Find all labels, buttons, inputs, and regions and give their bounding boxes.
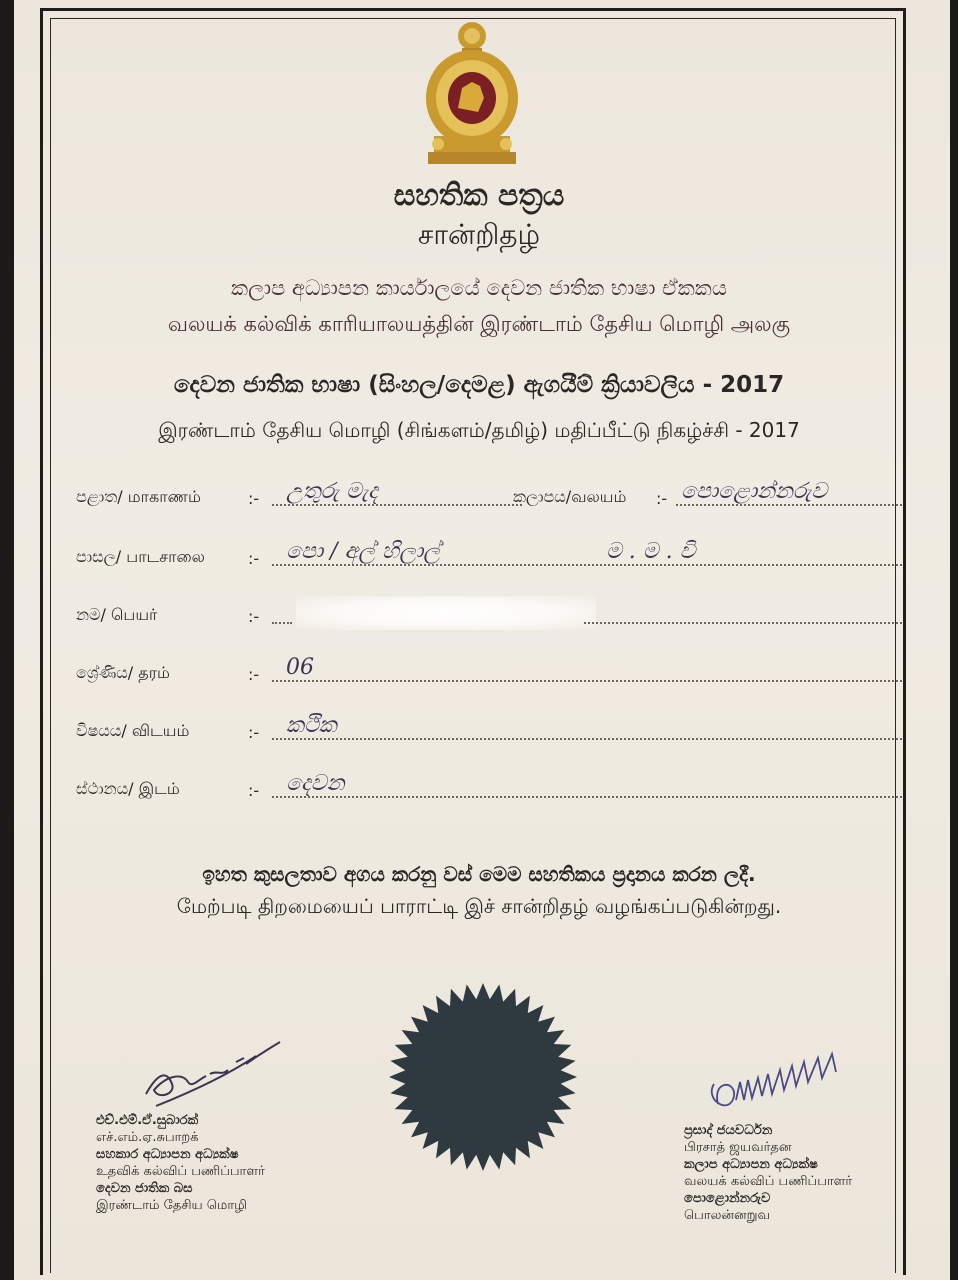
right-signatory-title-sinhala: කලාප අධ්‍යාපන අධ්‍යක්ෂ <box>684 1157 818 1172</box>
program-line-tamil: இரண்டாம் தேசிய மொழி (சிங்களம்/தமிழ்) மதிப்பீட்டு நிகழ்ச்சி - 2017 <box>158 418 800 442</box>
subject-value: කථික <box>286 713 337 738</box>
right-signatory-block <box>684 1122 852 1224</box>
right-signatory-title-tamil: வலயக் கல்விப் பணிப்பாளர் <box>684 1174 853 1189</box>
name-dotted-line-left <box>272 622 292 624</box>
place-label: ස්ථානය/ இடம் <box>76 779 180 798</box>
right-signature-icon <box>700 1040 850 1124</box>
school-value-extra: ම . ම . වි <box>606 539 696 564</box>
right-signatory-place-tamil: பொலன்னறுவ <box>684 1208 770 1223</box>
left-signatory-unit-sinhala: දෙවන ජාතික බස <box>96 1181 193 1196</box>
zone-label: කලාපය/வலயம் <box>513 487 627 506</box>
province-dotted-line <box>272 504 522 506</box>
field-row-place <box>76 766 902 806</box>
place-colon: :- <box>248 781 260 800</box>
name-dotted-line-right <box>584 622 902 624</box>
province-label: පළාත/ மாகாணம் <box>76 487 201 506</box>
office-line-sinhala: කලාප අධ්‍යාපන කාර්යාලයේ දෙවන ජාතික භාෂා ඒකකය <box>231 276 727 300</box>
name-colon: :- <box>248 607 260 626</box>
sri-lanka-emblem-icon <box>418 16 526 168</box>
subject-label: විෂයය/ விடயம் <box>76 721 190 740</box>
school-label: පාසල/ பாடசாலை <box>76 547 205 566</box>
grade-label: ශ්‍රේණිය/ தரம் <box>76 663 170 682</box>
office-line-tamil: வலயக் கல்விக் காரியாலயத்தின் இரண்டாம் தேசிய மொழி அலகு <box>167 312 791 336</box>
province-value: උතුරු මැද <box>286 479 378 504</box>
left-signatory-name-tamil: எச்.எம்.ஏ.சுபாறக் <box>96 1130 199 1145</box>
left-signatory-unit-tamil: இரண்டாம் தேசிய மொழி <box>96 1198 247 1213</box>
certificate-title-sinhala: සහතික පත්‍රය <box>393 178 565 213</box>
school-colon: :- <box>248 549 260 568</box>
left-signatory-title-tamil: உதவிக் கல்விப் பணிப்பாளர் <box>96 1164 265 1179</box>
province-colon: :- <box>248 489 260 508</box>
official-seal-icon <box>388 982 578 1172</box>
zone-colon: :- <box>656 489 668 508</box>
award-statement-sinhala: ඉහත කුසලතාව අගය කරනු වස් මෙම සහතිකය ප්‍රදානය කරන ලදී. <box>202 862 756 886</box>
right-signatory-place-sinhala: පොළොන්නරුව <box>684 1191 771 1206</box>
subject-colon: :- <box>248 723 260 742</box>
place-value: දෙවන <box>286 771 345 796</box>
school-value: පො / අල් හිලාල් <box>286 539 440 564</box>
field-row-name <box>76 592 902 632</box>
left-signature-icon <box>136 1036 286 1112</box>
left-signatory-title-sinhala: සහකාර අධ්‍යාපන අධ්‍යක්ෂ <box>96 1147 239 1162</box>
field-row-school <box>76 534 902 574</box>
subject-dotted-line <box>272 738 902 740</box>
name-label: නම/ பெயர் <box>76 605 158 624</box>
grade-value: 06 <box>286 655 314 680</box>
grade-colon: :- <box>248 665 260 684</box>
field-row-grade <box>76 650 902 690</box>
field-row-subject <box>76 708 902 748</box>
grade-dotted-line <box>272 680 902 682</box>
right-signatory-name-tamil: பிரசாத் ஜயவர்தன <box>684 1140 792 1155</box>
program-line-sinhala: දෙවන ජාතික භාෂා (සිංහල/දෙමළ) ඇගයීම් ක්‍රියාවලිය - 2017 <box>173 372 785 398</box>
place-dotted-line <box>272 796 902 798</box>
left-signatory-block <box>96 1112 265 1214</box>
zone-value: පොළොන්නරුව <box>681 479 828 504</box>
redacted-name-patch <box>296 596 596 630</box>
certificate-title-tamil: சான்றிதழ் <box>417 218 541 251</box>
left-signatory-name-sinhala: එච්.එම්.ඒ.සුබාරක් <box>96 1113 199 1128</box>
zone-dotted-line <box>676 504 902 506</box>
award-statement-tamil: மேற்படி திறமையைப் பாராட்டி இச் சான்றிதழ் வழங்கப்படுகின்றது. <box>176 894 782 918</box>
school-dotted-line <box>272 564 902 566</box>
field-row-province <box>76 474 902 514</box>
right-signatory-name-sinhala: ප්‍රසාද් ජයවර්ධන <box>684 1123 773 1138</box>
